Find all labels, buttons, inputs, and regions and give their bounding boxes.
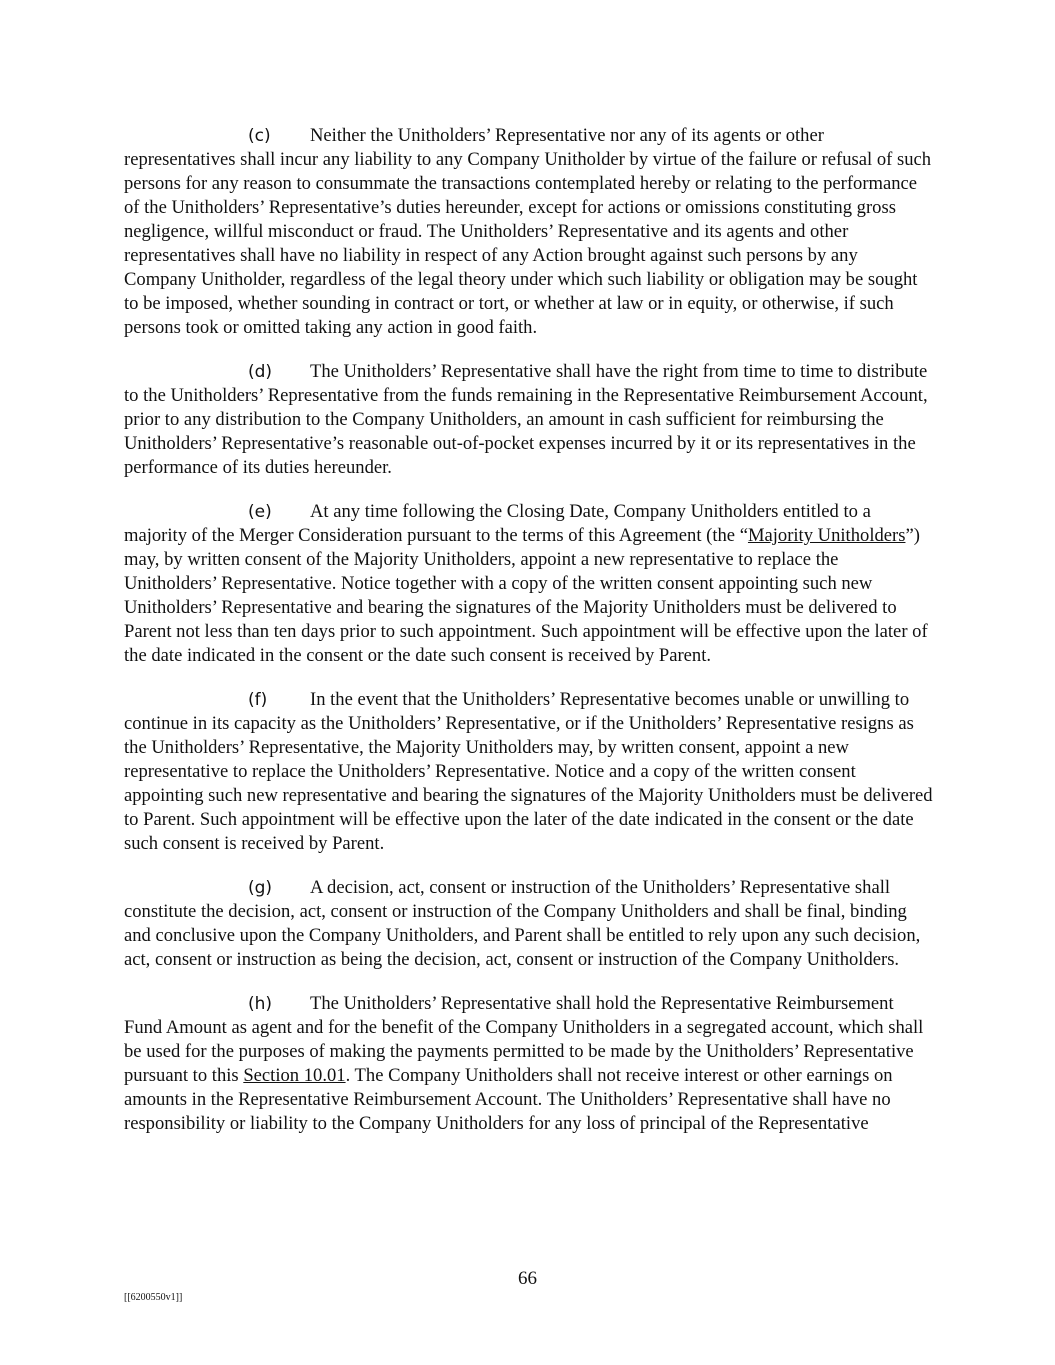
- paragraph-text-continued: ”) may, by written consent of the Majority Unitholders, appoint a new representative to replace the Unitholders’ Representative. Notice together with a copy of the written consent appointing such new Unitholders’ Representative and bearing the signatures of the Majority Unitholders must be delivered to Parent not less than ten days prior to such appointment. Such appointment will be effective upon the later of the date indicated in the consent or the date such consent is received by Parent.: [124, 525, 928, 666]
- paragraph-f: [124, 688, 934, 856]
- section-reference-link: Section 10.01: [243, 1065, 346, 1086]
- paragraph-text: The Unitholders’ Representative shall hold the Representative Reimbursement Fund Amount as agent and for the benefit of the Company Unitholders in a segregated account, which shall be used for the purposes of making the payments permitted to be made by the Unitholders’ Representative pursuant to this: [124, 993, 924, 1086]
- paragraph-text-continued: . The Company Unitholders shall not receive interest or other earnings on amounts in the Representative Reimbursement Account. The Unitholders’ Representative shall have no responsibility or liability to the Company Unitholders for any loss of principal of the Representative: [124, 1065, 893, 1134]
- page-number: 66: [518, 1268, 537, 1289]
- defined-term-majority-unitholders: Majority Unitholders: [747, 525, 906, 546]
- paragraph-e: [124, 500, 934, 668]
- document-body: [124, 124, 934, 1156]
- paragraph-label: (h): [248, 994, 273, 1014]
- document-id: [[6200550v1]]: [124, 1292, 183, 1303]
- paragraph-g: [124, 876, 934, 972]
- paragraph-h: [124, 992, 934, 1136]
- paragraph-label: (g): [248, 878, 273, 898]
- paragraph-text: The Unitholders’ Representative shall have the right from time to time to distribute to the Unitholders’ Representative from the funds remaining in the Representative Reimbursement Account, prior to any distribution to the Company Unitholders, an amount in cash sufficient for reimbursing the Unitholders’ Representative’s reasonable out-of-pocket expenses incurred by it or its representatives in the performance of its duties hereunder.: [124, 361, 928, 478]
- paragraph-label: (f): [248, 690, 268, 710]
- paragraph-text: At any time following the Closing Date, Company Unitholders entitled to a majority of the Merger Consideration pursuant to the terms of this Agreement (the “: [124, 501, 871, 546]
- paragraph-label: (c): [248, 126, 271, 146]
- paragraph-text: In the event that the Unitholders’ Representative becomes unable or unwilling to continue in its capacity as the Unitholders’ Representative, or if the Unitholders’ Representative resigns as the Unitholders’ Representative, the Majority Unitholders may, by written consent, appoint a new representative to replace the Unitholders’ Representative. Notice and a copy of the written consent appointing such new representative and bearing the signatures of the Majority Unitholders must be delivered to Parent. Such appointment will be effective upon the later of the date indicated in the consent or the date such consent is received by Parent.: [124, 689, 933, 854]
- paragraph-d: [124, 360, 934, 480]
- paragraph-text: Neither the Unitholders’ Representative nor any of its agents or other representatives shall incur any liability to any Company Unitholder by virtue of the failure or refusal of such persons for any reason to consummate the transactions contemplated hereby or relating to the performance of the Unitholders’ Representative’s duties hereunder, except for actions or omissions constituting gross negligence, willful misconduct or fraud. The Unitholders’ Representative and its agents and other representatives shall have no liability in respect of any Action brought against such persons by any Company Unitholder, regardless of the legal theory under which such liability or obligation may be sought to be imposed, whether sounding in contract or tort, or whether at law or in equity, or otherwise, if such persons took or omitted taking any action in good faith.: [124, 125, 932, 338]
- paragraph-text: A decision, act, consent or instruction of the Unitholders’ Representative shall constitute the decision, act, consent or instruction of the Company Unitholders and shall be final, binding and conclusive upon the Company Unitholders, and Parent shall be entitled to rely upon any such decision, act, consent or instruction as being the decision, act, consent or instruction of the Company Unitholders.: [124, 877, 921, 970]
- paragraph-c: [124, 124, 934, 340]
- paragraph-label: (d): [248, 362, 273, 382]
- paragraph-label: (e): [248, 502, 272, 522]
